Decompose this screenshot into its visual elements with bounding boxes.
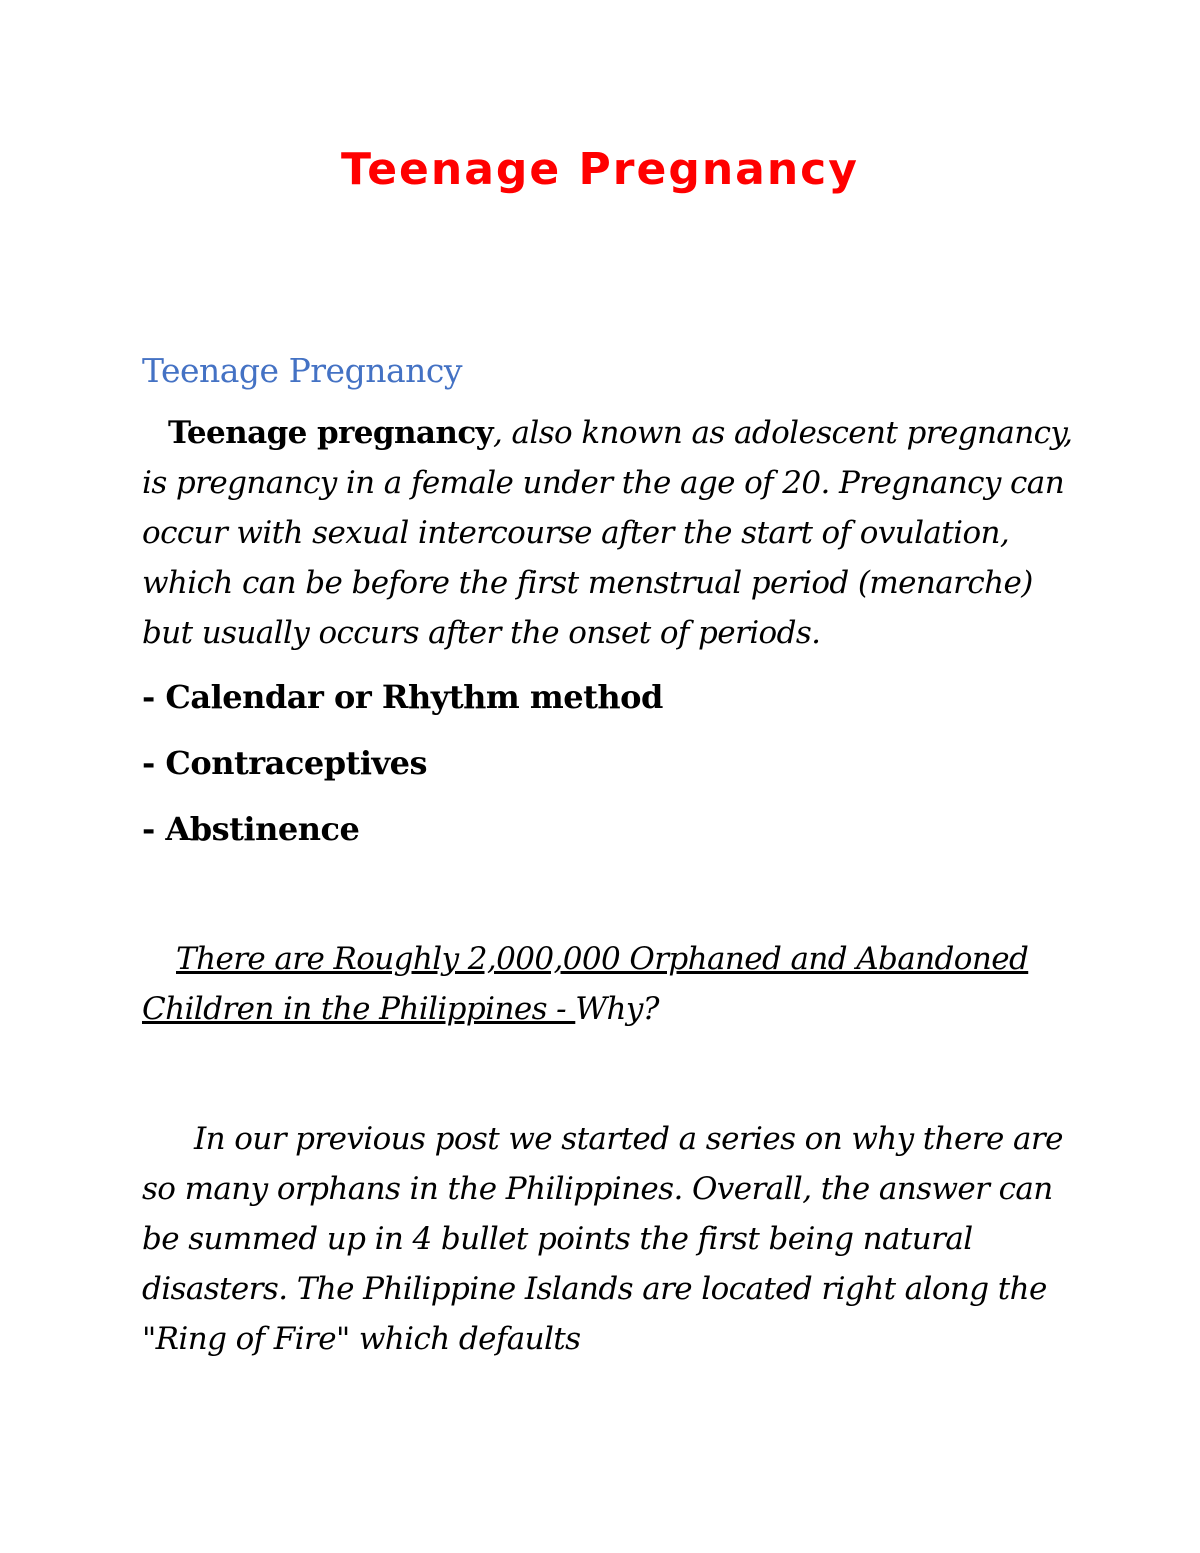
orphans-subheading-suffix: Why? [575,991,659,1027]
section-heading: Teenage Pregnancy [142,351,463,390]
body-paragraph-text: In our previous post we started a series on why there are so many orphans in the Philippines. Overall, the answer can be summed up in 4 bullet points the first being natural disasters. The Philippine Islands are located right along the "Ring of Fire" which defaults [142,1121,1063,1357]
method-item-calendar: - Calendar or Rhythm method [142,678,663,716]
method-item-contraceptives: - Contraceptives [142,744,427,782]
intro-paragraph [142,408,1082,658]
prevention-methods-list [142,672,1082,854]
orphans-subheading [142,934,1082,1034]
document-content [142,346,1082,1364]
orphans-subheading-underlined: There are Roughly 2,000,000 Orphaned and Abandoned Children in the Philippines - [142,941,1029,1027]
body-paragraph [142,1114,1082,1364]
document-title: Teenage Pregnancy [341,144,859,195]
intro-definition: , also known as adolescent pregnancy, is pregnancy in a female under the age of 20. Pregnancy can occur with sexual intercourse after the start of ovulation, which can be before the first menstrual period (menarche) but usually occurs after the onset of periods. [142,415,1073,651]
intro-lead-term: Teenage pregnancy [168,415,494,451]
method-item-abstinence: - Abstinence [142,810,360,848]
